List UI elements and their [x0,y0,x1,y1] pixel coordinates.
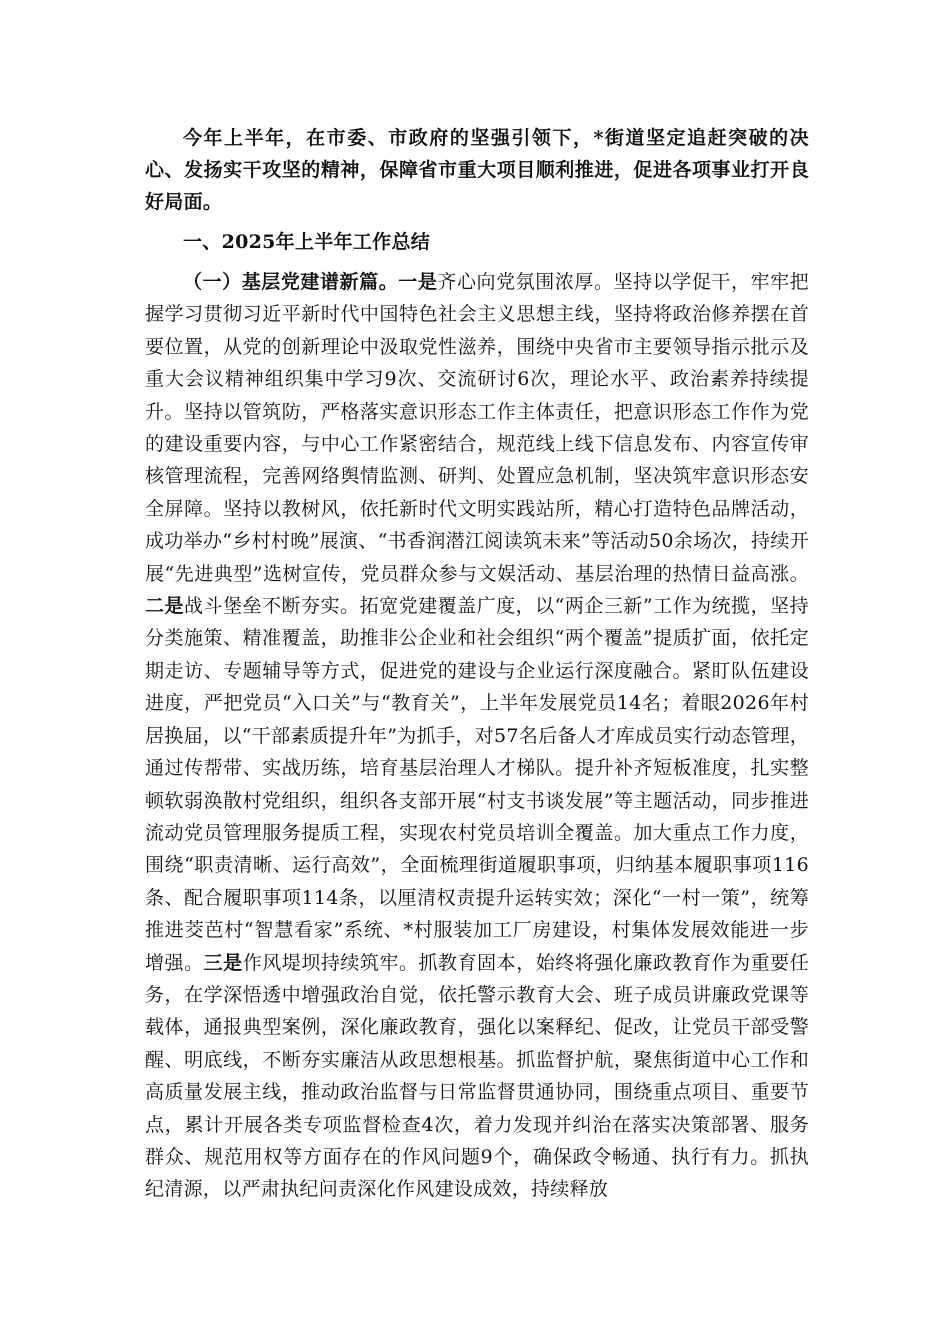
section-heading: 一、2025年上半年工作总结 [183,231,431,253]
section-paragraph [145,266,809,1206]
point-text-2: 战斗堡垒不断夯实。拓宽党建覆盖广度，以“两企三新”工作为统揽，坚持分类施策、精准覆盖，助推非公企业和社会组织“两个覆盖”提质扩面，依托定期走访、专题辅导等方式，促进党的建设与企业运行深度融合。紧盯队伍建设进度，严把党员“入口关”与“教育关”，上半年发展党员14名；着眼2026年村居换届，以“干部素质提升年”为抓手，对57名后备人才库成员实行动态管理，通过传帮带、实战历练，培育基层治理人才梯队。提升补齐短板准度，扎实整顿软弱涣散村党组织，组织各支部开展“村支书谈发展”等主题活动，同步推进流动党员管理服务提质工程，实现农村党员培训全覆盖。加大重点工作力度，围绕“职责清晰、运行高效”，全面梳理街道履职事项，归纳基本履职事项116条、配合履职事项114条，以厘清权责提升运转实效；深化“一村一策”，统筹推进茭芭村“智慧看家”系统、*村服装加工厂房建设，村集体发展效能进一步增强。 [145,595,809,974]
document-body [145,122,809,1206]
subsection-title: （一）基层党建谱新篇。 [183,271,399,293]
point-label-3: 三是 [203,951,243,974]
point-label-2: 二是 [145,595,185,618]
point-text-3: 作风堤坝持续筑牢。抓教育固本，始终将强化廉政教育作为重要任务，在学深悟透中增强政治自觉，依托警示教育大会、班子成员讲廉政党课等载体，通报典型案例，深化廉政教育，强化以案释纪、促改，让党员干部受警醒、明底线，不断夯实廉洁从政思想根基。抓监督护航，聚焦街道中心工作和高质量发展主线，推动政治监督与日常监督贯通协同，围绕重点项目、重要节点，累计开展各类专项监督检查4次，着力发现并纠治在落实决策部署、服务群众、规范用权等方面存在的作风问题9个，确保政令畅通、执行有力。抓执纪清源，以严肃执纪问责深化作风建设成效，持续释放 [145,951,809,1201]
point-text-1: 齐心向党氛围浓厚。坚持以学促干，牢牢把握学习贯彻习近平新时代中国特色社会主义思想主线，坚持将政治修养摆在首要位置，从党的创新理论中汲取党性滋养，围绕中央省市主要领导指示批示及重大会议精神组织集中学习9次、交流研讨6次，理论水平、政治素养持续提升。坚持以管筑防，严格落实意识形态工作主体责任，把意识形态工作作为党的建设重要内容，与中心工作紧密结合，规范线上线下信息发布、内容宣传审核管理流程，完善网络舆情监测、研判、处置应急机制，坚决筑牢意识形态安全屏障。坚持以教树风，依托新时代文明实践站所，精心打造特色品牌活动，成功举办“乡村村晚”展演、“书香润潜江阅读筑未来”等活动50余场次，持续开展“先进典型”选树宣传，党员群众参与文娱活动、基层治理的热情日益高涨。 [145,271,809,585]
point-label-1: 一是 [398,271,438,293]
intro-paragraph: 今年上半年，在市委、市政府的坚强引领下，*街道坚定追赶突破的决心、发扬实干攻坚的精神，保障省市重大项目顺利推进，促进各项事业打开良好局面。 [145,127,809,213]
